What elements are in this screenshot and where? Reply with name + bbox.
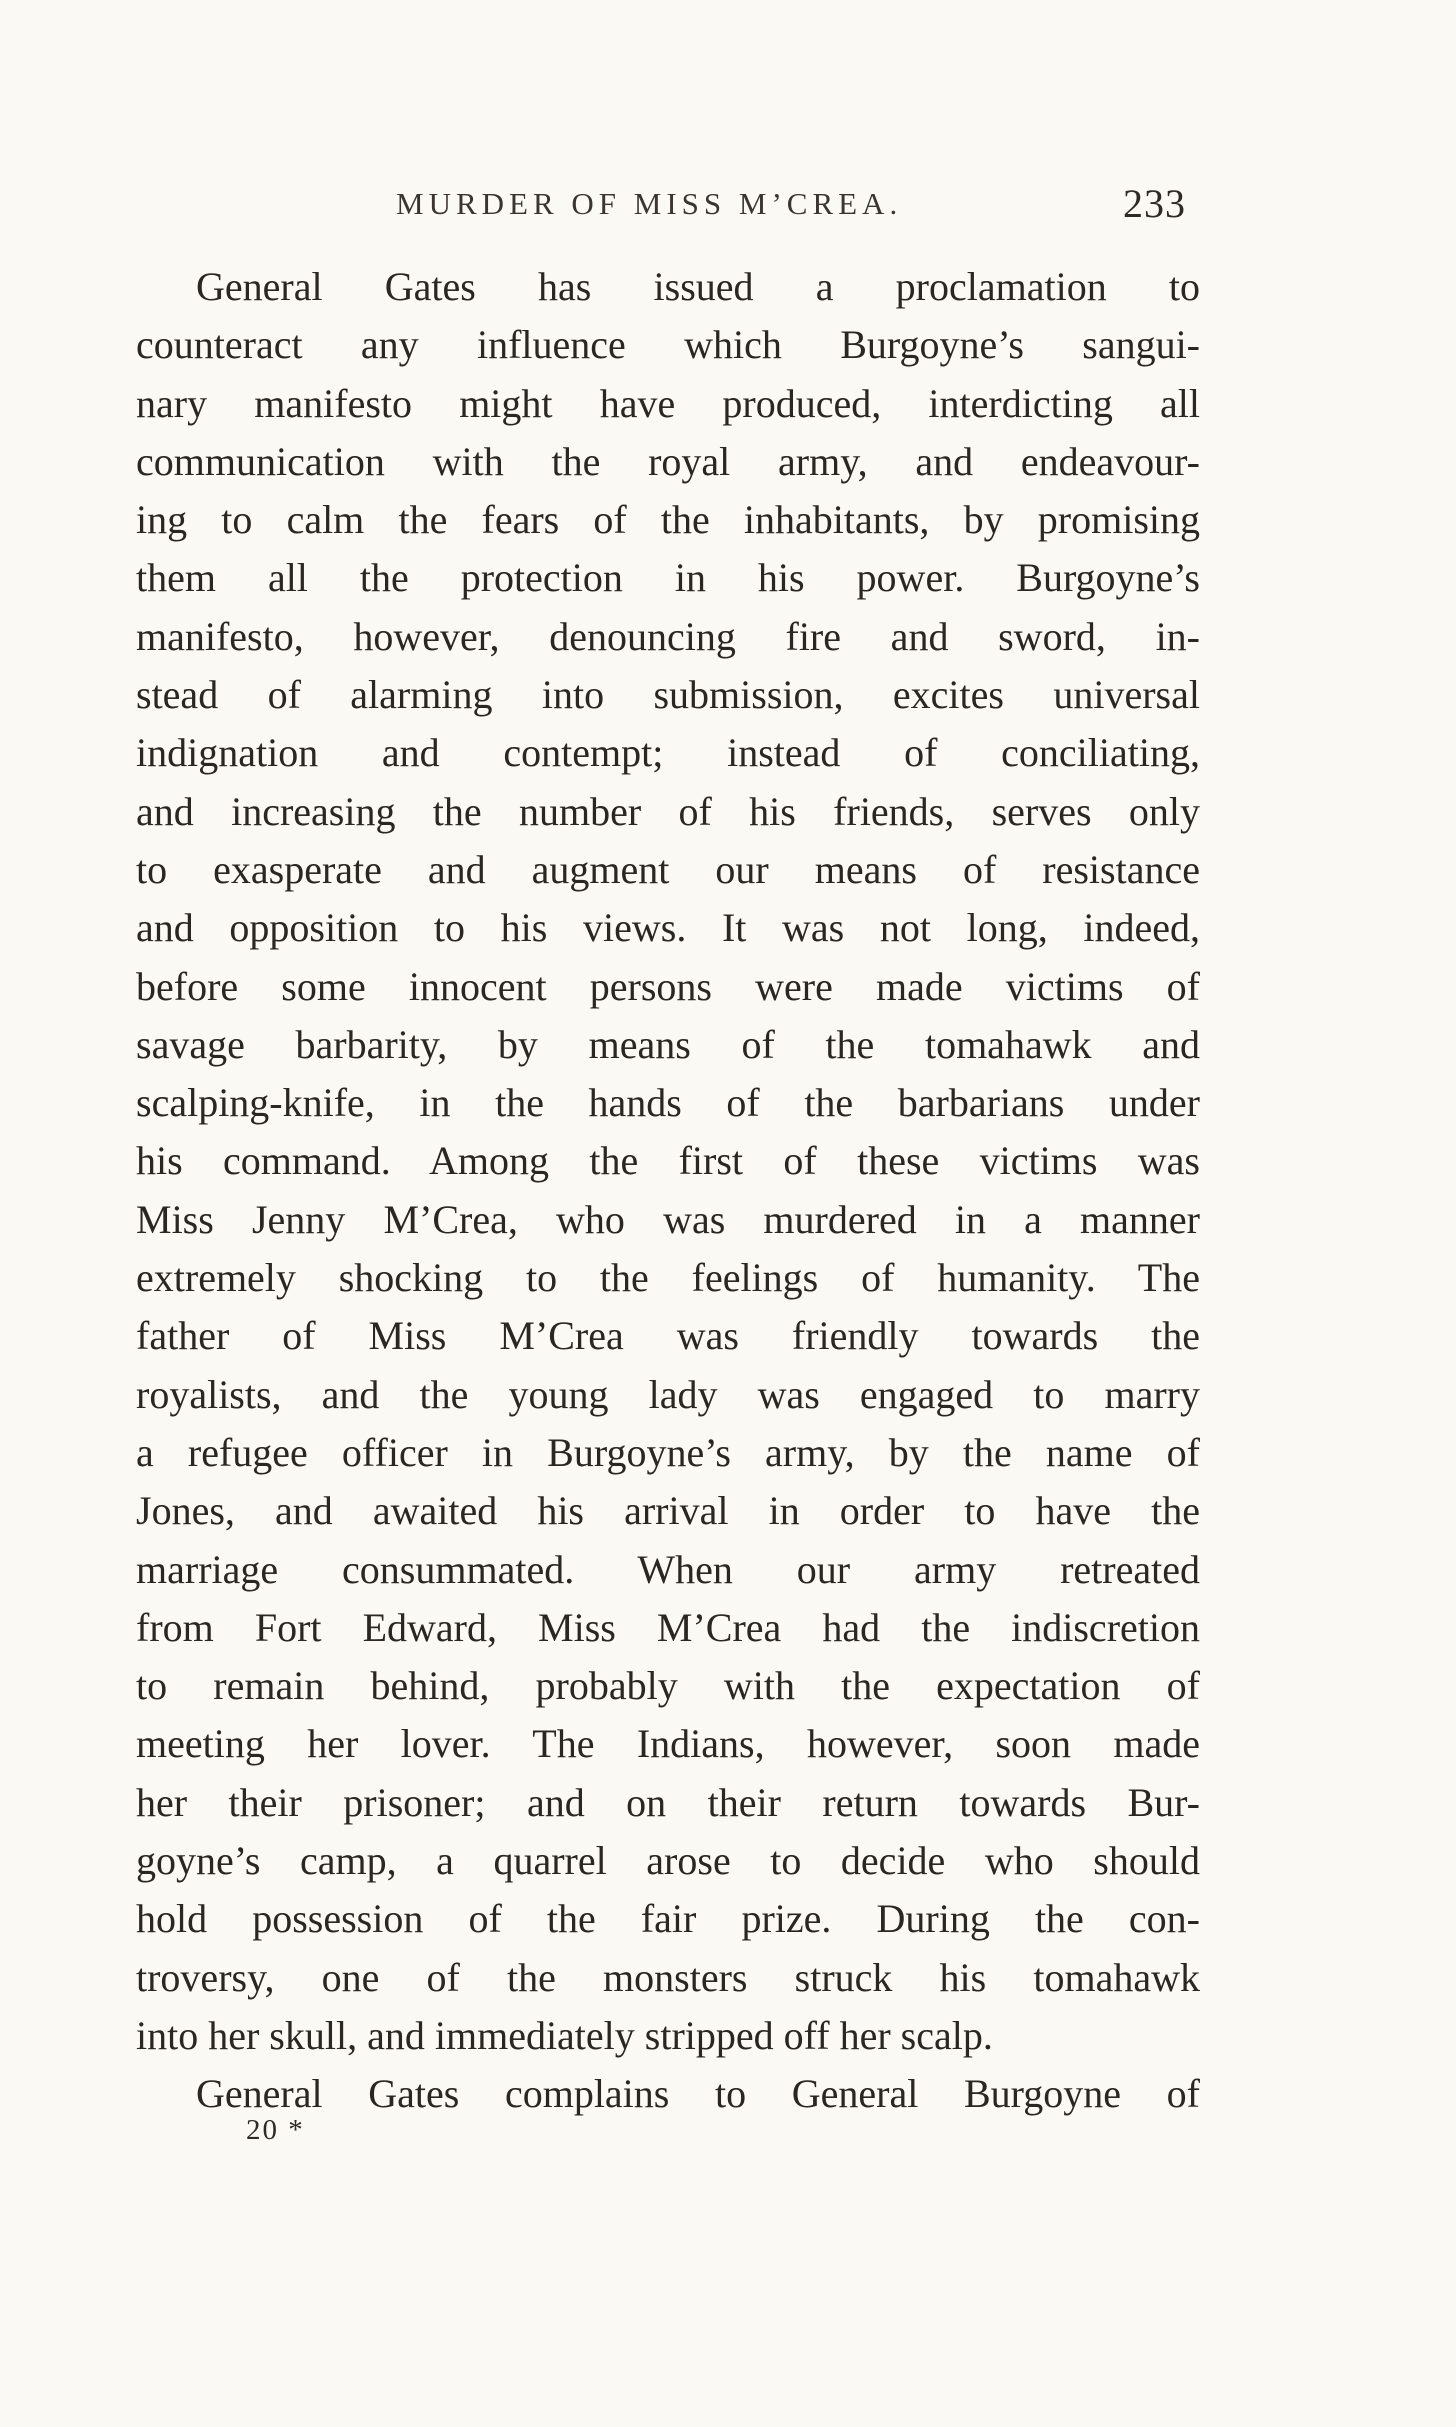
text-line: goyne’s camp, a quarrel arose to decide who should (136, 1838, 1200, 1884)
text-line: troversy, one of the monsters struck his tomahawk (136, 1954, 1200, 2000)
running-head: MURDER OF MISS M’CREA. (396, 186, 903, 221)
signature-mark: 20 * (246, 2114, 305, 2146)
text-line: father of Miss M’Crea was friendly towards the (136, 1313, 1200, 1359)
text-line: meeting her lover. The Indians, however, soon made (136, 1721, 1200, 1767)
body-text (136, 258, 1200, 2124)
paragraph (136, 258, 1200, 2065)
text-line: nary manifesto might have produced, interdicting all (136, 380, 1200, 426)
text-line: indignation and contempt; instead of conciliating, (136, 730, 1200, 776)
text-line: communication with the royal army, and endeavour- (136, 438, 1200, 484)
text-line: and increasing the number of his friends, serves only (136, 788, 1200, 834)
text-line: her their prisoner; and on their return towards Bur- (136, 1779, 1200, 1825)
text-line: royalists, and the young lady was engaged to marry (136, 1371, 1200, 1417)
text-line: stead of alarming into submission, excites universal (136, 672, 1200, 718)
text-line: from Fort Edward, Miss M’Crea had the indiscretion (136, 1604, 1200, 1650)
text-line: Miss Jenny M’Crea, who was murdered in a manner (136, 1196, 1200, 1242)
text-line: savage barbarity, by means of the tomahawk and (136, 1021, 1200, 1067)
text-line: Jones, and awaited his arrival in order to have the (136, 1488, 1200, 1534)
text-line: his command. Among the first of these victims was (136, 1138, 1200, 1184)
text-line: them all the protection in his power. Burgoyne’s (136, 555, 1200, 601)
text-line: before some innocent persons were made victims of (136, 963, 1200, 1009)
text-line: counteract any influence which Burgoyne’s sangui- (136, 322, 1200, 368)
page-number: 233 (1123, 181, 1186, 226)
text-line: hold possession of the fair prize. During the con- (136, 1896, 1200, 1942)
text-line: scalping-knife, in the hands of the barbarians under (136, 1080, 1200, 1126)
text-line: General Gates has issued a proclamation to (196, 264, 1200, 309)
text-line: into her skull, and immediately stripped off her scalp. (136, 2012, 993, 2058)
text-line: to exasperate and augment our means of resistance (136, 846, 1200, 892)
text-line: extremely shocking to the feelings of humanity. The (136, 1255, 1200, 1301)
text-line: and opposition to his views. It was not long, indeed, (136, 905, 1200, 951)
text-line: ing to calm the fears of the inhabitants, by promising (136, 497, 1200, 543)
text-line: manifesto, however, denouncing fire and sword, in- (136, 613, 1200, 659)
text-line: marriage consummated. When our army retreated (136, 1546, 1200, 1592)
text-line: General Gates complains to General Burgoyne of (196, 2071, 1200, 2117)
text-line: a refugee officer in Burgoyne’s army, by the name of (136, 1429, 1200, 1475)
text-line: to remain behind, probably with the expectation of (136, 1663, 1200, 1709)
